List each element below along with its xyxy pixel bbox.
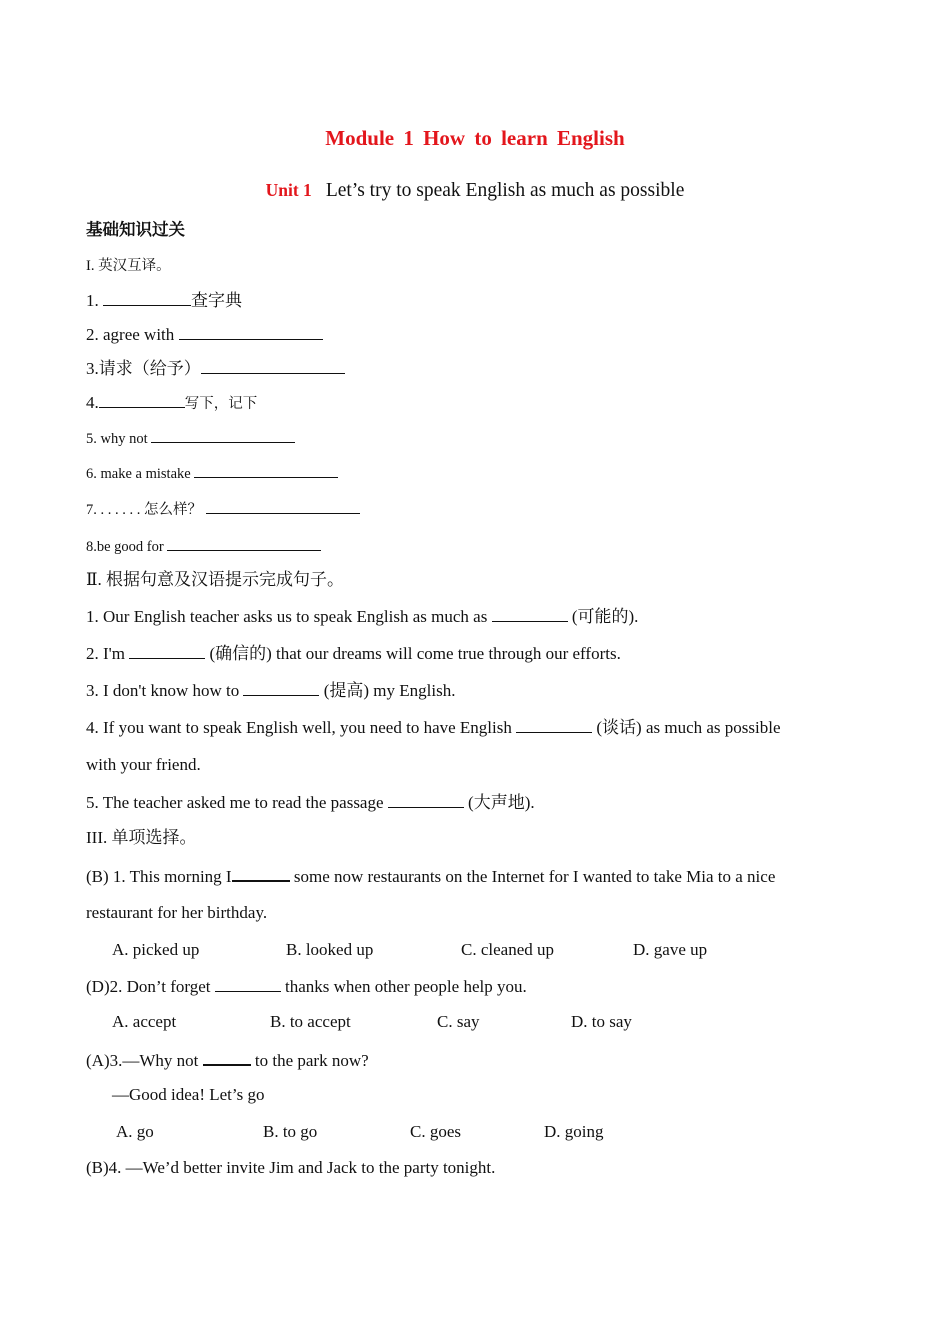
part1-heading: I. 英汉互译。 <box>86 258 171 274</box>
part2-heading: Ⅱ. 根据句意及汉语提示完成句子。 <box>86 570 345 589</box>
part2-item-3 <box>86 679 455 702</box>
question-text: (B) 1. This morning I <box>86 867 232 886</box>
answer-blank[interactable] <box>516 716 592 733</box>
part2-item-2 <box>86 642 621 665</box>
question-1-cont: restaurant for her birthday. <box>86 903 268 922</box>
answer-blank[interactable] <box>167 534 321 551</box>
item-text: 5. why not <box>86 431 152 447</box>
answer-blank[interactable] <box>194 461 338 478</box>
part2-item-4 <box>86 716 781 739</box>
question-2 <box>86 975 527 998</box>
answer-blank[interactable] <box>243 679 319 696</box>
item-text: 1. Our English teacher asks us to speak English as much as <box>86 607 492 626</box>
item-text: 7. . . . . . . 怎么样？ <box>86 502 206 518</box>
question-text: (A)3.—Why not <box>86 1051 203 1070</box>
item-text: (大声地). <box>463 793 535 812</box>
answer-blank[interactable] <box>206 497 360 514</box>
item-text: 2. I'm <box>86 644 130 663</box>
answer-blank[interactable] <box>151 426 295 443</box>
item-text: 查字典 <box>191 291 242 310</box>
answer-blank[interactable] <box>492 605 568 622</box>
answer-blank[interactable] <box>103 289 191 306</box>
unit-label: Unit 1 <box>265 180 312 200</box>
q3-option-c[interactable]: C. goes <box>410 1122 461 1141</box>
question-text: some now restaurants on the Internet for I wanted to take Mia to a nice <box>289 867 776 886</box>
part2-item-5 <box>86 791 535 814</box>
answer-blank[interactable] <box>201 357 345 374</box>
part1-item-3 <box>86 357 345 380</box>
part2-item-4-cont: with your friend. <box>86 755 201 774</box>
item-text: (提高) my English. <box>319 681 456 700</box>
answer-blank[interactable] <box>388 791 464 808</box>
item-text: 6. make a mistake <box>86 466 195 482</box>
q2-option-b[interactable]: B. to accept <box>270 1012 351 1031</box>
q3-option-a[interactable]: A. go <box>116 1122 154 1141</box>
item-text: 3. I don't know how to <box>86 681 244 700</box>
item-text: 3.请求（给予） <box>86 359 201 378</box>
item-text: 8.be good for <box>86 539 168 555</box>
item-text: (谈话) as much as possible <box>592 718 781 737</box>
item-text: (确信的) that our dreams will come true through our efforts. <box>205 644 621 663</box>
unit-title: Let’s try to speak English as much as possible <box>325 180 685 201</box>
item-text: 4. If you want to speak English well, you need to have English <box>86 718 517 737</box>
q1-option-d[interactable]: D. gave up <box>633 940 708 959</box>
part1-item-7 <box>86 497 360 521</box>
item-text: 5. The teacher asked me to read the passage <box>86 793 388 812</box>
q1-option-b[interactable]: B. looked up <box>286 940 374 959</box>
question-text: to the park now? <box>250 1051 369 1070</box>
answer-blank[interactable] <box>215 975 281 992</box>
question-4: (B)4. —We’d better invite Jim and Jack to the party tonight. <box>86 1158 496 1177</box>
item-text: 1. <box>86 291 103 310</box>
answer-blank[interactable] <box>129 642 205 659</box>
item-text: 写下，记下 <box>184 396 258 412</box>
question-1 <box>86 864 775 888</box>
part1-item-5 <box>86 426 295 450</box>
answer-blank[interactable] <box>203 1048 251 1066</box>
answer-blank[interactable] <box>232 864 290 882</box>
unit-subtitle <box>0 180 950 202</box>
question-text: (D)2. Don’t forget <box>86 977 215 996</box>
q2-option-c[interactable]: C. say <box>437 1012 480 1031</box>
part1-item-6 <box>86 461 338 485</box>
part1-item-2 <box>86 323 323 346</box>
part1-item-1 <box>86 289 242 312</box>
q3-option-b[interactable]: B. to go <box>263 1122 318 1141</box>
item-text: (可能的). <box>567 607 639 626</box>
question-text: thanks when other people help you. <box>280 977 527 996</box>
answer-blank[interactable] <box>99 391 185 408</box>
q2-option-a[interactable]: A. accept <box>112 1012 177 1031</box>
item-text: 2. agree with <box>86 325 179 344</box>
question-3 <box>86 1048 369 1072</box>
question-3-reply: —Good idea! Let’s go <box>112 1085 265 1104</box>
section-heading: 基础知识过关 <box>86 220 185 239</box>
q2-option-d[interactable]: D. to say <box>571 1012 632 1031</box>
q1-option-a[interactable]: A. picked up <box>112 940 200 959</box>
module-title: Module 1 How to learn English <box>325 126 625 150</box>
item-text: 4. <box>86 393 99 412</box>
part1-item-8 <box>86 534 321 558</box>
answer-blank[interactable] <box>179 323 323 340</box>
part1-item-4 <box>86 391 257 415</box>
q1-option-c[interactable]: C. cleaned up <box>461 940 554 959</box>
part3-heading: III. 单项选择。 <box>86 828 197 847</box>
part2-item-1 <box>86 605 638 628</box>
q3-option-d[interactable]: D. going <box>544 1122 604 1141</box>
